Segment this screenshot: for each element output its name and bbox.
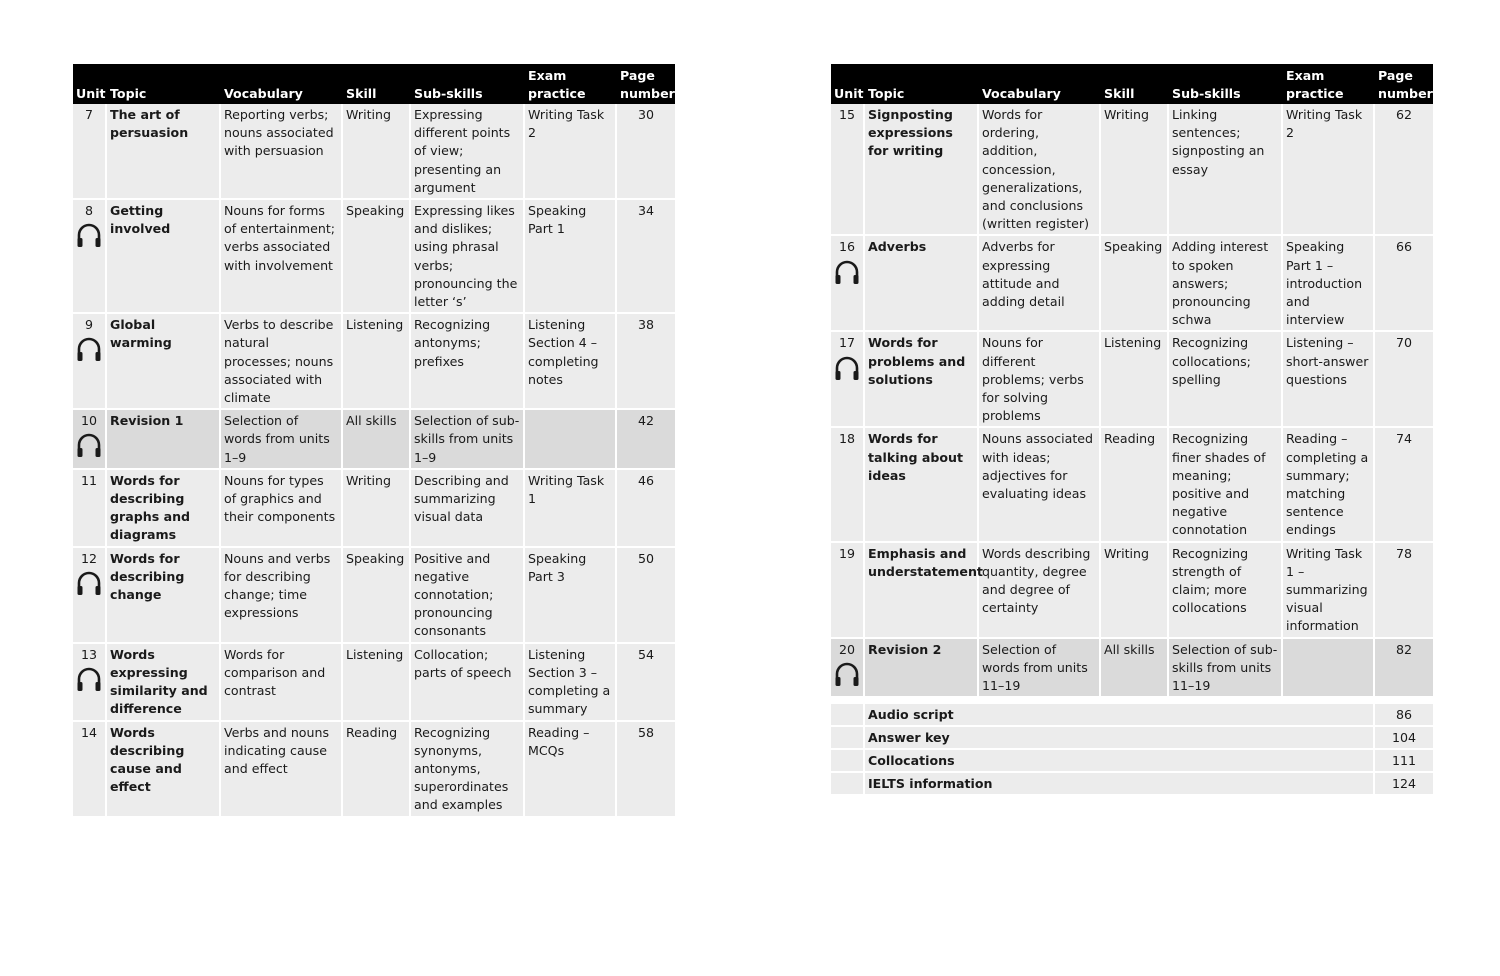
header-vocabulary: Vocabulary: [979, 64, 1101, 104]
page-number-cell: 50: [617, 548, 675, 644]
page-number-cell: 124: [1375, 773, 1433, 796]
table-row: [73, 200, 675, 314]
skill-cell: Writing: [1101, 104, 1169, 236]
page-number-cell: 70: [1375, 332, 1433, 428]
unit-cell: [831, 236, 865, 332]
topic-cell: Revision 1: [107, 410, 221, 470]
page-number-cell: 34: [617, 200, 675, 314]
header-skill: Skill: [343, 64, 411, 104]
unit-number: 12: [80, 550, 98, 566]
subskills-cell: Describing and summarizing visual data: [411, 470, 525, 548]
exam-practice-cell: Listening – short-answer questions: [1283, 332, 1375, 428]
headphones-icon: [834, 259, 860, 285]
table-row: [73, 644, 675, 722]
subskills-cell: Adding interest to spoken answers; pronouncing schwa: [1169, 236, 1283, 332]
vocabulary-cell: Verbs to describe natural processes; nouns associated with climate: [221, 314, 343, 410]
back-matter-label: Collocations: [865, 750, 1375, 773]
exam-practice-cell: Listening Section 4 – completing notes: [525, 314, 617, 410]
topic-cell: Words describing cause and effect: [107, 722, 221, 818]
page-number-cell: 78: [1375, 543, 1433, 639]
page-number-cell: 66: [1375, 236, 1433, 332]
exam-practice-cell: Speaking Part 3: [525, 548, 617, 644]
unit-cell: [831, 332, 865, 428]
unit-cell: [73, 470, 107, 548]
vocabulary-cell: Selection of words from units 11–19: [979, 639, 1101, 699]
table-row: [831, 104, 1433, 236]
back-matter-row: [831, 750, 1433, 773]
contents-table-right: [831, 64, 1433, 796]
exam-practice-cell: Writing Task 2: [525, 104, 617, 200]
header-page-number: Page number: [617, 64, 675, 104]
page-number-cell: 111: [1375, 750, 1433, 773]
unit-cell: [831, 104, 865, 236]
page-number-cell: 54: [617, 644, 675, 722]
table-row: [73, 722, 675, 818]
subskills-cell: Selection of sub-skills from units 1–9: [411, 410, 525, 470]
unit-number: 15: [838, 107, 856, 122]
topic-cell: Getting involved: [107, 200, 221, 314]
headphones-icon: [834, 355, 860, 381]
page-number-cell: 46: [617, 470, 675, 548]
headphones-icon: [834, 661, 860, 687]
page-number-cell: 38: [617, 314, 675, 410]
unit-number: 11: [80, 472, 98, 488]
topic-cell: Words for describing change: [107, 548, 221, 644]
exam-practice-cell: Writing Task 1 – summarizing visual information: [1283, 543, 1375, 639]
header-unit: Unit: [73, 64, 107, 104]
skill-cell: Listening: [343, 644, 411, 722]
topic-cell: Words for talking about ideas: [865, 428, 979, 542]
unit-cell: [73, 200, 107, 314]
unit-cell: [73, 722, 107, 818]
unit-number: 9: [84, 317, 93, 333]
headphones-icon: [76, 222, 102, 248]
skill-cell: Writing: [343, 104, 411, 200]
subskills-cell: Recognizing finer shades of meaning; positive and negative connotation: [1169, 428, 1283, 542]
header-row: [831, 64, 1433, 104]
vocabulary-cell: Words describing quantity, degree and degree of certainty: [979, 543, 1101, 639]
subskills-cell: Expressing likes and dislikes; using phrasal verbs; pronouncing the letter ‘s’: [411, 200, 525, 314]
contents-table-left: [73, 64, 675, 818]
subskills-cell: Selection of sub-skills from units 11–19: [1169, 639, 1283, 699]
back-matter-row: [831, 704, 1433, 727]
exam-practice-cell: Writing Task 2: [1283, 104, 1375, 236]
unit-cell: [831, 428, 865, 542]
unit-cell: [831, 639, 865, 699]
page-number-cell: 74: [1375, 428, 1433, 542]
subskills-cell: Expressing different points of view; presenting an argument: [411, 104, 525, 200]
exam-practice-cell: Reading – MCQs: [525, 722, 617, 818]
unit-cell: [73, 410, 107, 470]
headphones-icon: [76, 336, 102, 362]
unit-cell: [73, 644, 107, 722]
subskills-cell: Recognizing strength of claim; more collocations: [1169, 543, 1283, 639]
skill-cell: Listening: [1101, 332, 1169, 428]
subskills-cell: Recognizing antonyms; prefixes: [411, 314, 525, 410]
table-row: [831, 428, 1433, 542]
unit-number: 16: [838, 239, 856, 255]
revision-row: [831, 639, 1433, 699]
header-row: [73, 64, 675, 104]
topic-cell: Words for problems and solutions: [865, 332, 979, 428]
vocabulary-cell: Selection of words from units 1–9: [221, 410, 343, 470]
topic-cell: Adverbs: [865, 236, 979, 332]
vocabulary-cell: Nouns associated with ideas; adjectives for evaluating ideas: [979, 428, 1101, 542]
unit-number: 10: [80, 413, 98, 429]
page-number-cell: 104: [1375, 727, 1433, 750]
headphones-icon: [76, 432, 102, 458]
header-unit: Unit: [831, 64, 865, 104]
exam-practice-cell: Speaking Part 1 – introduction and interview: [1283, 236, 1375, 332]
table-row: [831, 236, 1433, 332]
unit-number: 19: [838, 545, 856, 561]
header-subskills: Sub-skills: [1169, 64, 1283, 104]
skill-cell: All skills: [343, 410, 411, 470]
skill-cell: Writing: [1101, 543, 1169, 639]
vocabulary-cell: Words for comparison and contrast: [221, 644, 343, 722]
skill-cell: Speaking: [343, 200, 411, 314]
back-matter-row: [831, 727, 1433, 750]
unit-number: 13: [80, 646, 98, 662]
exam-practice-cell: Listening Section 3 – completing a summary: [525, 644, 617, 722]
skill-cell: Speaking: [1101, 236, 1169, 332]
topic-cell: Global warming: [107, 314, 221, 410]
unit-cell: [831, 543, 865, 639]
page-number-cell: 58: [617, 722, 675, 818]
unit-number: 17: [838, 335, 856, 351]
topic-cell: Revision 2: [865, 639, 979, 699]
blank-cell: [831, 727, 865, 750]
header-skill: Skill: [1101, 64, 1169, 104]
back-matter-label: Answer key: [865, 727, 1375, 750]
header-vocabulary: Vocabulary: [221, 64, 343, 104]
page-number-cell: 86: [1375, 704, 1433, 727]
exam-practice-cell: [525, 410, 617, 470]
subskills-cell: Recognizing synonyms, antonyms, superordinates and examples: [411, 722, 525, 818]
topic-cell: Words expressing similarity and difference: [107, 644, 221, 722]
page-number-cell: 62: [1375, 104, 1433, 236]
vocabulary-cell: Nouns for types of graphics and their components: [221, 470, 343, 548]
table-row: [831, 543, 1433, 639]
exam-practice-cell: Writing Task 1: [525, 470, 617, 548]
table-row: [73, 104, 675, 200]
header-subskills: Sub-skills: [411, 64, 525, 104]
blank-cell: [831, 750, 865, 773]
vocabulary-cell: Nouns for forms of entertainment; verbs associated with involvement: [221, 200, 343, 314]
back-matter-row: [831, 773, 1433, 796]
table-row: [73, 314, 675, 410]
unit-cell: [73, 314, 107, 410]
exam-practice-cell: Reading – completing a summary; matching sentence endings: [1283, 428, 1375, 542]
header-page-number: Page number: [1375, 64, 1433, 104]
vocabulary-cell: Nouns and verbs for describing change; time expressions: [221, 548, 343, 644]
topic-cell: Emphasis and understatement: [865, 543, 979, 639]
vocabulary-cell: Adverbs for expressing attitude and adding detail: [979, 236, 1101, 332]
unit-number: 14: [80, 724, 98, 740]
header-exam-practice: Exam practice: [1283, 64, 1375, 104]
unit-number: 7: [84, 107, 93, 122]
skill-cell: Reading: [343, 722, 411, 818]
topic-cell: Words for describing graphs and diagrams: [107, 470, 221, 548]
back-matter-label: Audio script: [865, 704, 1375, 727]
page-number-cell: 30: [617, 104, 675, 200]
subskills-cell: Positive and negative connotation; pronouncing consonants: [411, 548, 525, 644]
exam-practice-cell: Speaking Part 1: [525, 200, 617, 314]
skill-cell: Reading: [1101, 428, 1169, 542]
topic-cell: Signposting expressions for writing: [865, 104, 979, 236]
table-row: [73, 470, 675, 548]
subskills-cell: Recognizing collocations; spelling: [1169, 332, 1283, 428]
vocabulary-cell: Words for ordering, addition, concession, generalizations, and conclusions (written register): [979, 104, 1101, 236]
vocabulary-cell: Verbs and nouns indicating cause and effect: [221, 722, 343, 818]
revision-row: [73, 410, 675, 470]
header-topic: Topic: [107, 64, 221, 104]
skill-cell: Writing: [343, 470, 411, 548]
unit-number: 18: [838, 431, 856, 447]
header-exam-practice: Exam practice: [525, 64, 617, 104]
headphones-icon: [76, 666, 102, 692]
page-number-cell: 82: [1375, 639, 1433, 699]
vocabulary-cell: Reporting verbs; nouns associated with persuasion: [221, 104, 343, 200]
skill-cell: Speaking: [343, 548, 411, 644]
skill-cell: Listening: [343, 314, 411, 410]
topic-cell: The art of persuasion: [107, 104, 221, 200]
blank-cell: [831, 704, 865, 727]
skill-cell: All skills: [1101, 639, 1169, 699]
subskills-cell: Linking sentences; signposting an essay: [1169, 104, 1283, 236]
exam-practice-cell: [1283, 639, 1375, 699]
unit-cell: [73, 104, 107, 200]
page-number-cell: 42: [617, 410, 675, 470]
subskills-cell: Collocation; parts of speech: [411, 644, 525, 722]
unit-number: 8: [84, 203, 93, 219]
back-matter-label: IELTS information: [865, 773, 1375, 796]
table-row: [73, 548, 675, 644]
vocabulary-cell: Nouns for different problems; verbs for solving problems: [979, 332, 1101, 428]
unit-number: 20: [838, 641, 856, 657]
headphones-icon: [76, 570, 102, 596]
unit-cell: [73, 548, 107, 644]
header-topic: Topic: [865, 64, 979, 104]
table-row: [831, 332, 1433, 428]
blank-cell: [831, 773, 865, 796]
